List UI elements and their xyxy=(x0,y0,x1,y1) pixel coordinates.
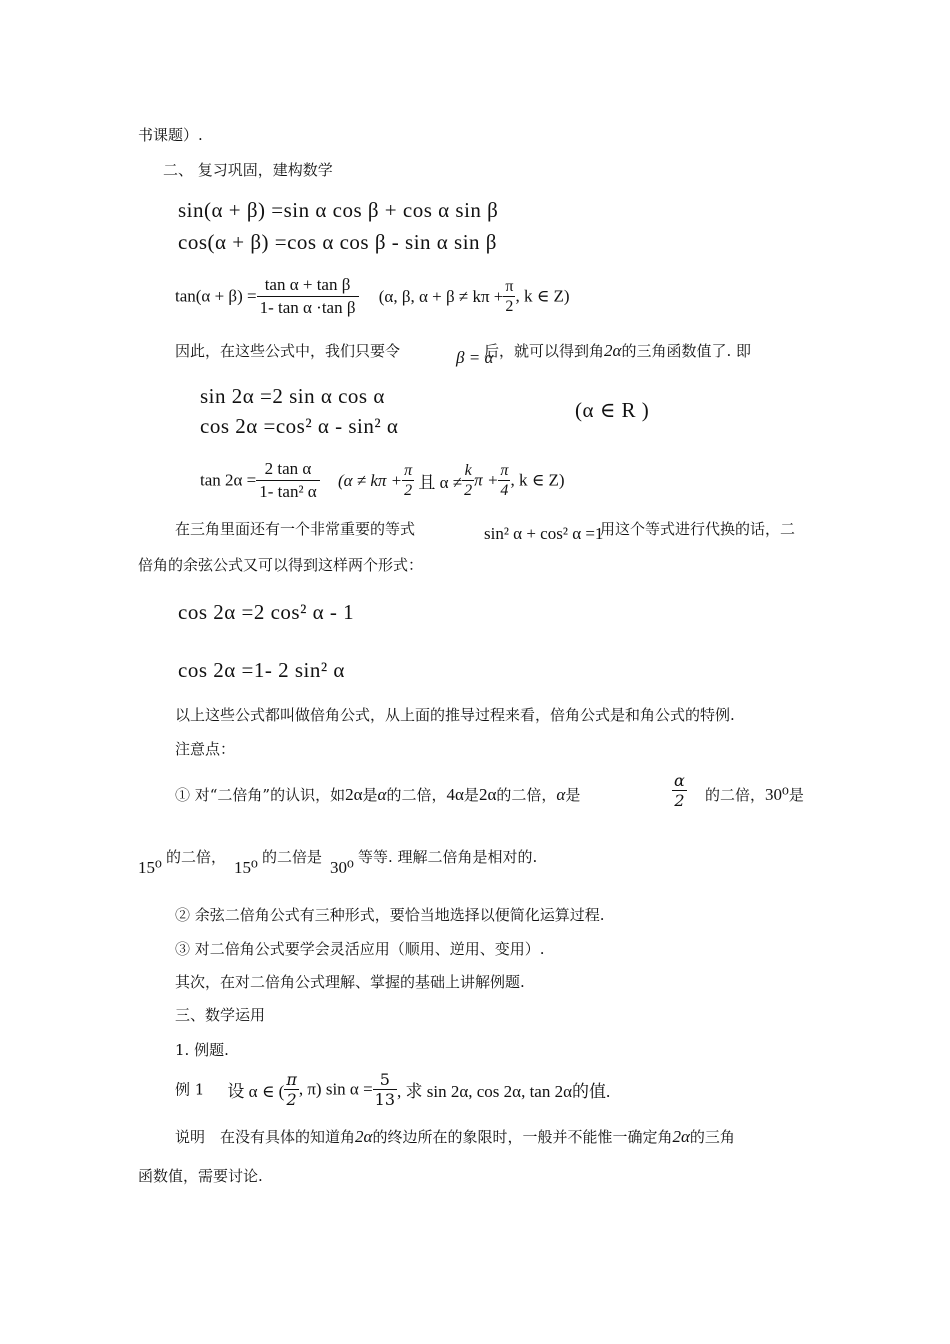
paragraph: 倍角的余弦公式又可以得到这样两个形式： xyxy=(138,556,424,574)
section-heading: 三、数学运用 xyxy=(175,1006,266,1024)
formula-tan-sum: tan(α + β) = $\frac{\text{tan α + tan β}}{\text{1- tan α ·tan β}}$ (α, β, α + β ≠ kπ + $\frac{\pi}{2}$ , k ∈ Z) xyxy=(175,275,570,317)
section-heading: 二、 复习巩固，建构数学 xyxy=(163,161,333,179)
formula-sin2a: sin 2α =2 sin α cos α xyxy=(200,384,385,408)
text: 的二倍， xyxy=(166,848,227,866)
fraction: $\frac{\alpha}{2}$ xyxy=(674,771,685,810)
sub-heading: 1. 例题. xyxy=(175,1041,229,1059)
explanation: 函数值，需要讨论. xyxy=(138,1167,263,1185)
formula-identity: sin² α + cos² α =1 xyxy=(484,524,604,543)
example-1: 例 1 设 α ∈ ( $\frac{\pi}{2}$ , π) sin α = $\frac{5}{13}$ , 求 sin 2α, cos 2α, tan 2α的值. xyxy=(175,1070,611,1109)
formula-cos2a-v3: cos 2α =1- 2 sin² α xyxy=(178,658,345,682)
formula-cos2a: cos 2α =cos² α - sin² α xyxy=(200,414,399,438)
paragraph: 注意点： xyxy=(175,740,236,758)
formula-cos-sum: cos(α + β) =cos α cos β - sin α sin β xyxy=(178,230,497,254)
note-point-1: 的二倍，30⁰是 xyxy=(705,785,804,804)
paragraph: 在三角里面还有一个非常重要的等式 xyxy=(175,520,416,538)
degree-value: 15⁰ xyxy=(138,858,162,877)
note-point-1: ① 对“二倍角”的认识，如2α是α的二倍，4α是2α的二倍，α是 xyxy=(175,785,581,804)
text: 等等. 理解二倍角是相对的. xyxy=(358,848,538,866)
formula-cos2a-v2: cos 2α =2 cos² α - 1 xyxy=(178,600,355,624)
degree-value: 30⁰ xyxy=(330,858,354,877)
paragraph: 以上这些公式都叫做倍角公式，从上面的推导过程来看，倍角公式是和角公式的特例. xyxy=(175,706,735,724)
text: 的二倍是 xyxy=(262,848,323,866)
formula-sin-sum: sin(α + β) =sin α cos β + cos α sin β xyxy=(178,198,499,222)
paragraph: 用这个等式进行代换的话，二 xyxy=(600,520,796,538)
paragraph: 因此，在这些公式中，我们只要令 xyxy=(175,342,401,360)
degree-value: 15⁰ xyxy=(234,858,258,877)
paragraph: 后，就可以得到角2α的三角函数值了. 即 xyxy=(484,341,751,360)
explanation: 说明 在没有具体的知道角2α的终边所在的象限时，一般并不能惟一确定角2α的三角 xyxy=(175,1127,735,1146)
formula-inline: β = α xyxy=(456,348,494,367)
note-point-3: ③ 对二倍角公式要学会灵活应用（顺用、逆用、变用）. xyxy=(175,940,545,958)
paragraph: 其次，在对二倍角公式理解、掌握的基础上讲解例题. xyxy=(175,973,525,991)
formula-condition: (α ∈ R ) xyxy=(575,398,650,422)
note-point-2: ② 余弦二倍角公式有三种形式，要恰当地选择以便简化运算过程. xyxy=(175,906,605,924)
text-line: 书课题）. xyxy=(138,126,203,144)
formula-tan2a: tan 2α = $\frac{\text{2 tan α}}{\text{1- tan² α}}$ (α ≠ kπ + $\frac{\pi}{2}$ 且 α ≠ $\frac{k}{2}$ π + $\frac{\pi}{4}$ , k ∈ Z) xyxy=(200,459,565,501)
